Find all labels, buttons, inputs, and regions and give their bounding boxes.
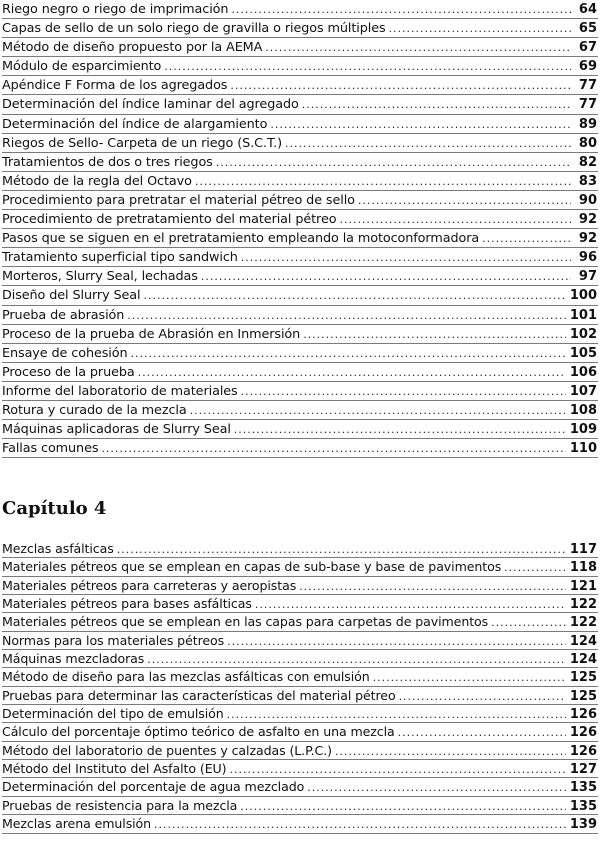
toc-entry [2,815,598,833]
toc-entry [2,38,598,57]
toc-entry-page-number: 82 [578,154,597,170]
toc-entry-title: Fallas comunes [2,441,99,457]
toc-entry-title: Morteros, Slurry Seal, lechadas [2,269,198,285]
toc-entry [2,595,598,613]
dot-leader [101,439,565,458]
toc-entry-title: Materiales pétreos para bases asfálticas [2,596,252,612]
toc-entry-title: Tratamiento superficial tipo sandwich [2,250,238,266]
dot-leader [255,596,566,614]
toc-entry-page-number: 126 [569,743,597,759]
toc-entry-title: Procedimiento de pretratamiento del material pétreo [2,212,337,228]
toc-entry-title: Apéndice F Forma de los agregados [2,78,228,94]
toc-entry-title: Proceso de la prueba de Abrasión en Inmersión [2,326,301,342]
dot-leader [131,344,566,363]
toc-entry [2,325,598,344]
dot-leader [227,633,566,651]
toc-entry-title: Determinación del índice de alargamiento [2,116,268,132]
toc-entry-title: Determinación del tipo de emulsión [2,706,224,722]
toc-entry-page-number: 124 [569,633,597,649]
toc-entry [2,650,598,668]
toc-entry [2,558,598,576]
toc-entry-page-number: 77 [578,97,597,113]
toc-entry-title: Determinación del porcentaje de agua mezclado [2,779,305,795]
toc-entry-page-number: 106 [569,364,597,380]
toc-entry-title: Método de diseño para las mezclas asfálticas con emulsión [2,669,370,685]
toc-entry [2,632,598,650]
toc-entry-page-number: 126 [569,707,597,723]
toc-entry [2,723,598,741]
toc-entry [2,760,598,778]
toc-entry-title: Pasos que se siguen en el pretratamiento empleando la motoconformadora [2,231,480,247]
dot-leader [216,153,571,172]
dot-leader [482,229,571,248]
toc-entry-page-number: 97 [578,269,597,285]
toc-entry-page-number: 77 [578,78,597,94]
toc-entry [2,797,598,815]
toc-entry-title: Materiales pétreos que se emplean en capas de sub-base y base de pavimentos [2,559,502,575]
toc-entry-page-number: 80 [578,135,597,151]
toc-entry-title: Riegos de Sello- Carpeta de un riego (S.C.T.) [2,135,282,151]
toc-entry-page-number: 126 [569,725,597,741]
toc-entry-title: Pruebas de resistencia para la mezcla [2,797,238,813]
toc-entry-page-number: 118 [569,560,597,576]
dot-leader [231,0,571,19]
toc-entry [2,420,598,439]
toc-entry [2,306,598,325]
toc-entry-title: Mezclas arena emulsión [2,816,152,832]
toc-entry [2,613,598,631]
toc-entry-page-number: 105 [569,345,597,361]
dot-leader [303,325,566,344]
dot-leader [265,38,571,57]
dot-leader [147,651,566,669]
chapter-heading: Capítulo 4 [2,498,107,519]
toc-entry-title: Máquinas aplicadoras de Slurry Seal [2,422,231,438]
toc-entry [2,705,598,723]
dot-leader [302,95,571,114]
toc-entry-page-number: 109 [569,422,597,438]
toc-entry [2,210,598,229]
toc-entry [2,540,598,558]
toc-entry-page-number: 125 [569,670,597,686]
toc-entry-title: Tratamientos de dos o tres riegos [2,154,213,170]
toc-entry-title: Informe del laboratorio de materiales [2,383,238,399]
dot-leader [144,286,566,305]
toc-entry-page-number: 83 [578,173,597,189]
toc-entry-page-number: 135 [569,798,597,814]
toc-entry-page-number: 101 [569,307,597,323]
toc-entry-title: Módulo de esparcimiento [2,59,162,75]
dot-leader [373,669,566,687]
dot-leader [190,401,566,420]
toc-entry-page-number: 89 [578,116,597,132]
toc-entry-page-number: 135 [569,780,597,796]
toc-entry-page-number: 127 [569,762,597,778]
dot-leader [240,798,566,816]
toc-entry-title: Proceso de la prueba [2,364,135,380]
dot-leader [201,267,571,286]
toc-entry [2,172,598,191]
dot-leader [491,614,566,632]
dot-leader [154,816,566,834]
toc-entry-page-number: 90 [578,192,597,208]
toc-entry-page-number: 64 [578,2,597,17]
dot-leader [307,779,566,797]
toc-entry-title: Normas para los materiales pétreos [2,632,225,648]
toc-entry-title: Prueba de abrasión [2,307,125,323]
toc-entry [2,229,598,248]
dot-leader [195,172,571,191]
toc-entry-title: Procedimiento para pretratar el material pétreo de sello [2,192,355,208]
toc-entry-title: Materiales pétreos para carreteras y aeropistas [2,577,297,593]
toc-entry [2,382,598,401]
toc-entry-page-number: 122 [569,597,597,613]
dot-leader [398,724,566,742]
dot-leader [127,306,566,325]
toc-entry-title: Método del laboratorio de puentes y calzadas (L.P.C.) [2,742,332,758]
toc-entry-title: Máquinas mezcladoras [2,651,145,667]
toc-entry [2,742,598,760]
toc-entry [2,57,598,76]
toc-entry-title: Método de diseño propuesto por la AEMA [2,40,263,56]
toc-section-continued [2,0,598,458]
toc-entry [2,76,598,95]
toc-entry-title: Capas de sello de un solo riego de gravilla o riegos múltiples [2,21,386,37]
dot-leader [117,541,566,559]
toc-entry-title: Pruebas para determinar las características del material pétreo [2,687,396,703]
toc-entry-page-number: 139 [569,817,597,833]
dot-leader [299,578,566,596]
dot-leader [138,363,566,382]
toc-entry-page-number: 121 [569,578,597,594]
dot-leader [227,706,566,724]
toc-entry [2,286,598,305]
toc-entry [2,344,598,363]
toc-entry-title: Riego negro o riego de imprimación [2,2,229,17]
toc-entry-page-number: 125 [569,688,597,704]
dot-leader [335,743,566,761]
toc-entry-page-number: 100 [569,288,597,304]
dot-leader [358,191,571,210]
toc-entry [2,248,598,267]
toc-entry [2,363,598,382]
dot-leader [399,688,566,706]
toc-entry-page-number: 122 [569,615,597,631]
toc-entry-page-number: 110 [569,441,597,457]
dot-leader [230,76,571,95]
dot-leader [389,19,571,38]
toc-entry-title: Cálculo del porcentaje óptimo teórico de asfalto en una mezcla [2,724,395,740]
dot-leader [164,57,571,76]
toc-entry-title: Diseño del Slurry Seal [2,288,141,304]
toc-entry-title: Rotura y curado de la mezcla [2,402,187,418]
toc-entry-page-number: 92 [578,231,597,247]
toc-entry [2,668,598,686]
toc-entry-title: Determinación del índice laminar del agregado [2,97,299,113]
toc-entry-page-number: 92 [578,212,597,228]
toc-entry [2,577,598,595]
dot-leader [285,134,571,153]
toc-entry [2,439,598,458]
toc-entry-page-number: 65 [578,21,597,37]
toc-entry-page-number: 108 [569,402,597,418]
toc-entry [2,267,598,286]
toc-entry [2,134,598,153]
dot-leader [504,559,566,577]
toc-entry-page-number: 67 [578,40,597,56]
toc-entry [2,153,598,172]
toc-entry [2,778,598,796]
toc-entry [2,95,598,114]
toc-entry-title: Mezclas asfálticas [2,541,114,556]
toc-entry [2,687,598,705]
dot-leader [339,210,571,229]
dot-leader [241,248,571,267]
toc-entry [2,115,598,134]
toc-entry [2,19,598,38]
dot-leader [234,420,566,439]
toc-entry-title: Ensaye de cohesión [2,345,128,361]
toc-entry-page-number: 124 [569,652,597,668]
toc-entry-title: Materiales pétreos que se emplean en las capas para carpetas de pavimentos [2,614,489,630]
dot-leader [229,761,565,779]
toc-entry [2,401,598,420]
toc-entry-page-number: 96 [578,250,597,266]
toc-entry-page-number: 107 [569,383,597,399]
dot-leader [270,115,571,134]
toc-entry-title: Método de la regla del Octavo [2,173,192,189]
dot-leader [241,382,566,401]
toc-entry-page-number: 117 [569,542,597,557]
toc-entry-page-number: 69 [578,59,597,75]
toc-chapter-4 [2,540,598,834]
toc-entry-page-number: 102 [569,326,597,342]
toc-entry [2,0,598,19]
toc-entry [2,191,598,210]
toc-entry-title: Método del Instituto del Asfalto (EU) [2,761,227,777]
